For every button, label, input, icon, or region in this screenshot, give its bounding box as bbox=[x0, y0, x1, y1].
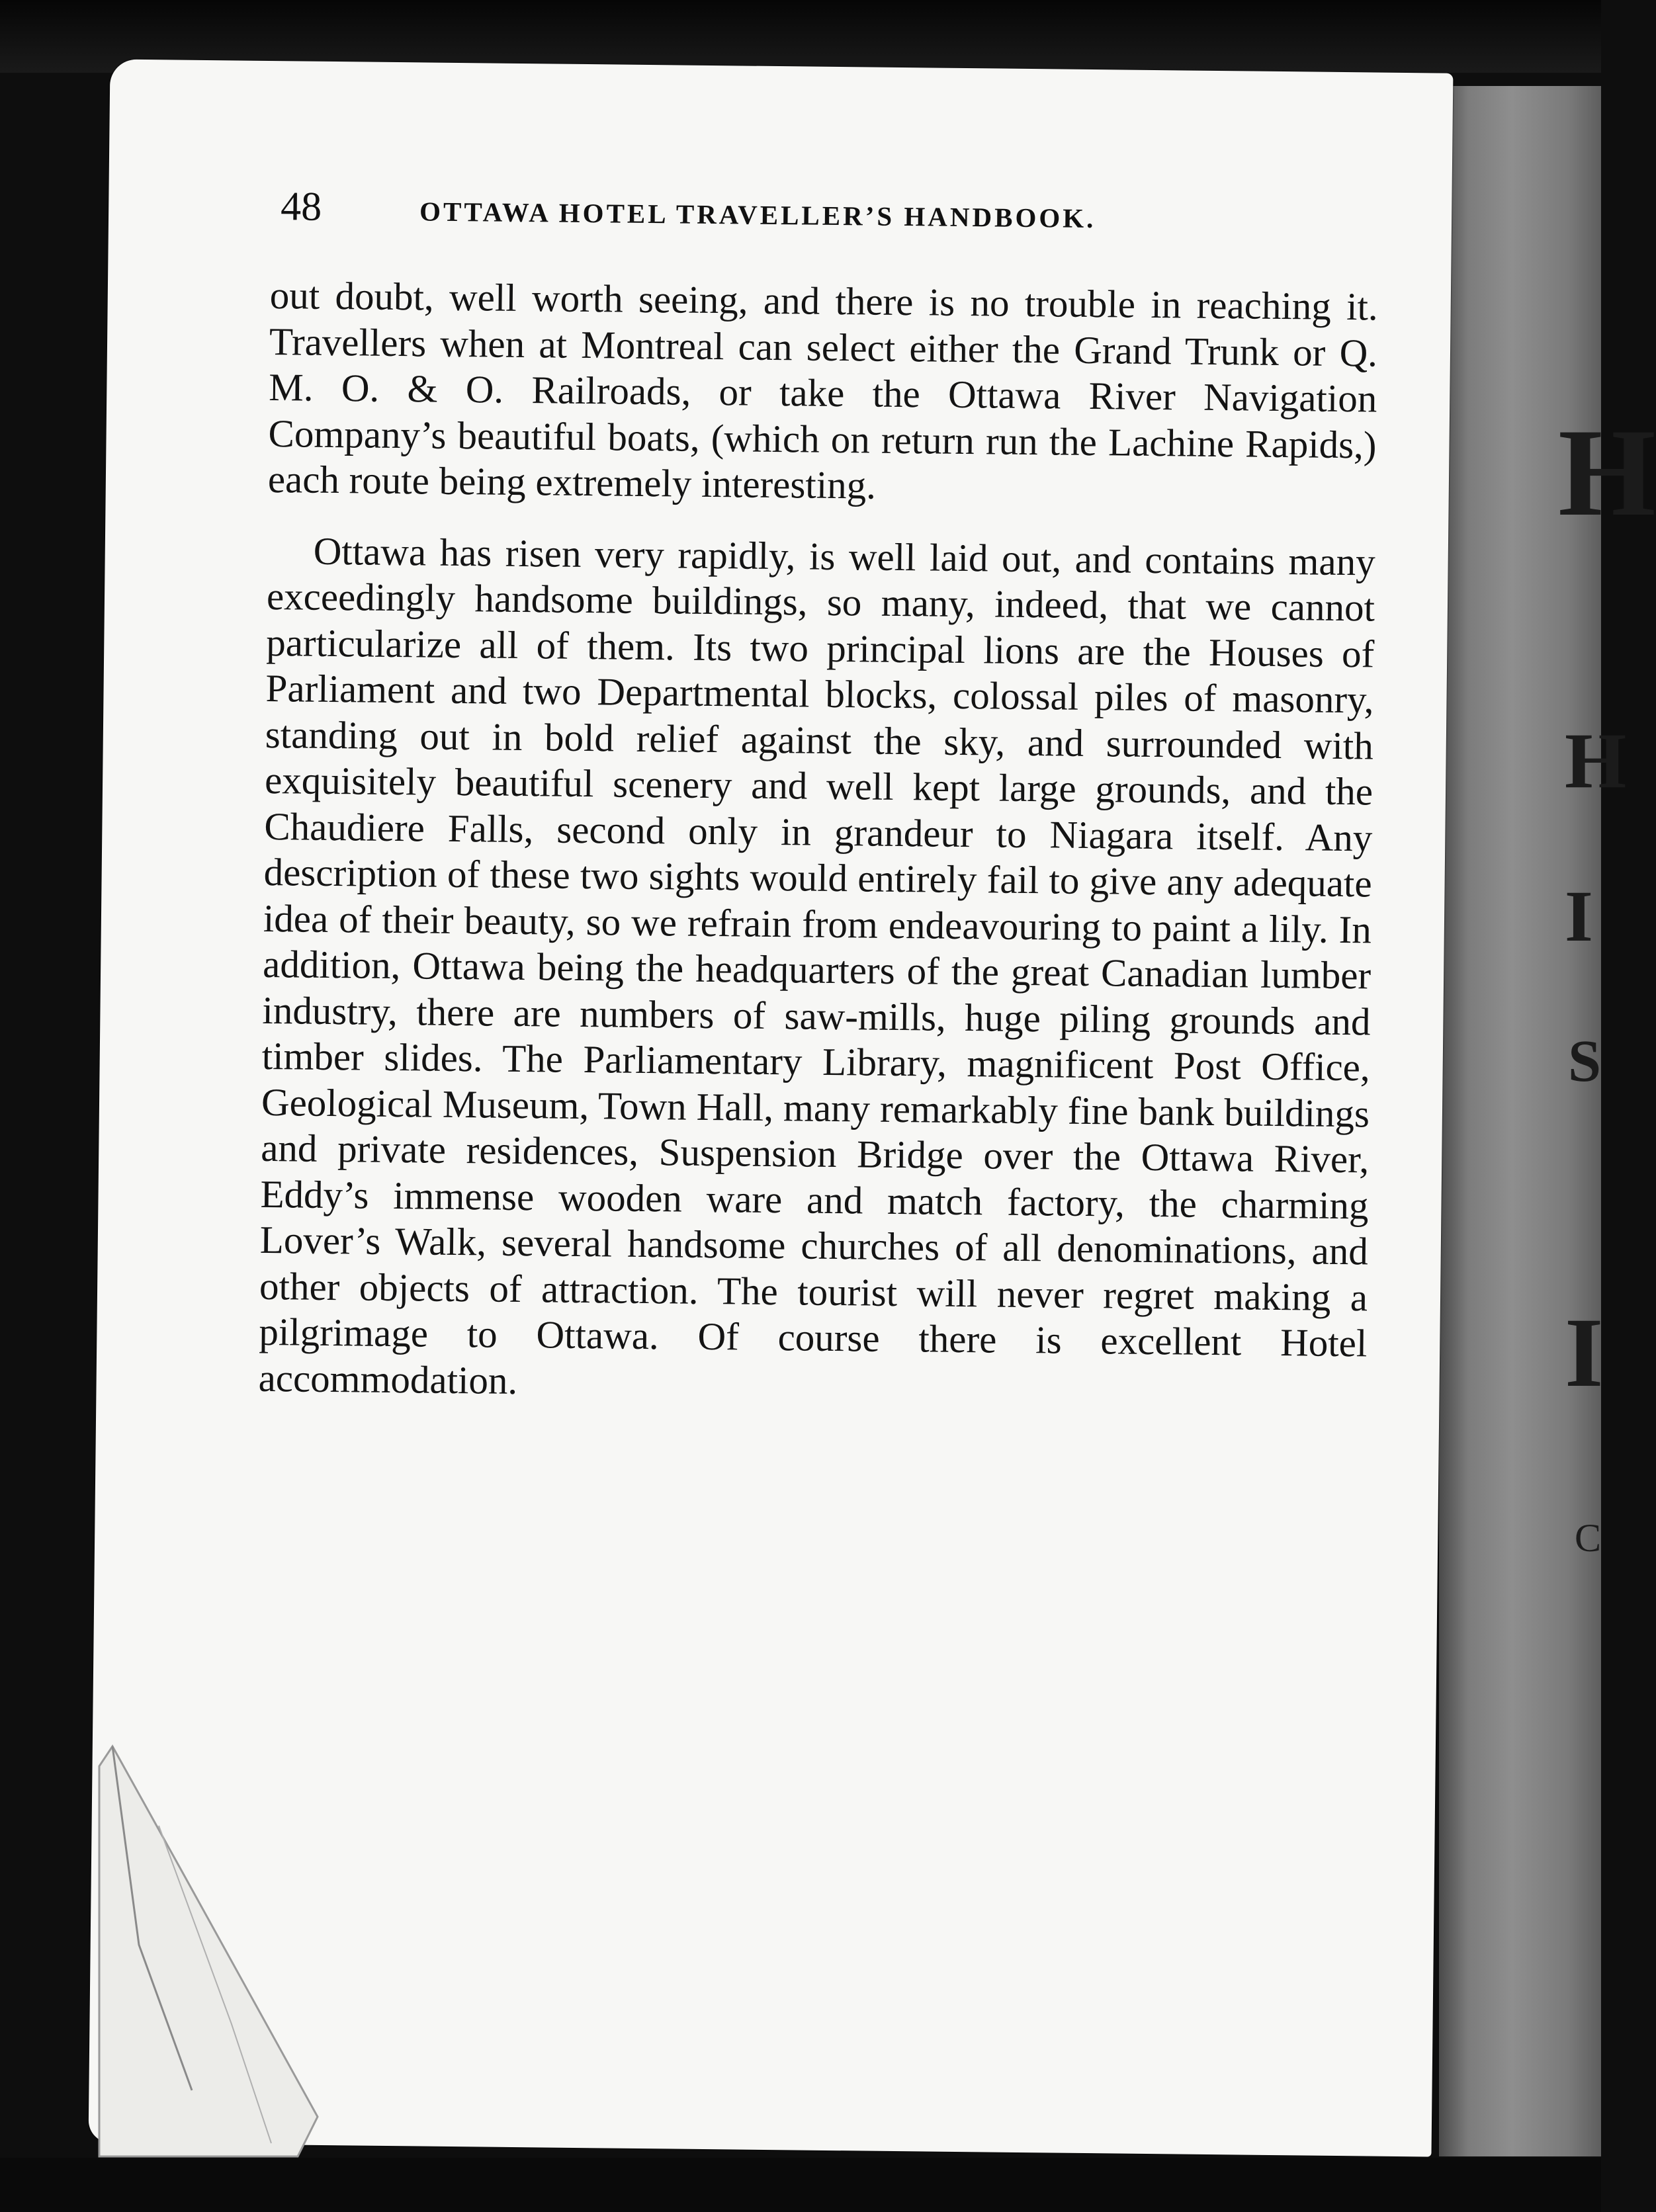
spine-fragment: C bbox=[1575, 1516, 1602, 1560]
running-head: OTTAWA HOTEL TRAVELLER’S HANDBOOK. bbox=[419, 196, 1096, 234]
torn-corner-fold bbox=[99, 1746, 318, 2156]
spine-fragment: I bbox=[1565, 1298, 1604, 1408]
body-text bbox=[258, 273, 1378, 1412]
scan-border-bottom bbox=[0, 2158, 1601, 2212]
spine-fragment: H bbox=[1565, 716, 1627, 804]
page-header bbox=[281, 183, 1373, 254]
spine-fragment: S bbox=[1568, 1029, 1602, 1094]
paragraph: out doubt, well worth seeing, and there is no trouble in reaching it. Travellers when at Montreal can select either the Grand Trunk or Q. M. O. & O. Railroads, or take the Ottawa River Navigation Company’s beautiful boats, (which on return run the Lachine Rapids,) each route being extremely interesting. bbox=[267, 273, 1379, 507]
page-number: 48 bbox=[280, 184, 322, 230]
paragraph: Ottawa has risen very rapidly, is well laid out, and contains many exceedingly handsome buildings, so many, indeed, that we cannot particularize all of them. Its two principal lions are the Houses of Parliament and two Departmental blocks, colossal piles of masonry, standing out in bold relief against the sky, and surrounded with exquisitely beautiful scenery and well kept large grounds, and the Chaudiere Falls, second only in grandeur to Niagara itself. Any description of these two sights would entirely fail to give any adequate idea of their beauty, so we refrain from endeavouring to paint a lily. In addition, Ottawa being the headquarters of the great Canadian lumber industry, there are numbers of saw-mills, huge piling grounds and timber slides. The Parliamentary Library, magnificent Post Office, Geological Museum, Town Hall, many remarkably fine bank buildings and private residences, Suspension Bridge over the Ottawa River, Eddy’s immense wooden ware and match factory, the charming Lover’s Walk, several handsome churches of all denominations, and other objects of attraction. The tourist will never regret making a pilgrimage to Ottawa. Of course there is excellent Hotel accommodation. bbox=[258, 529, 1376, 1402]
adjacent-page-edge bbox=[1439, 86, 1656, 2156]
spine-fragment: H bbox=[1558, 404, 1656, 542]
spine-fragment: I bbox=[1565, 876, 1593, 957]
